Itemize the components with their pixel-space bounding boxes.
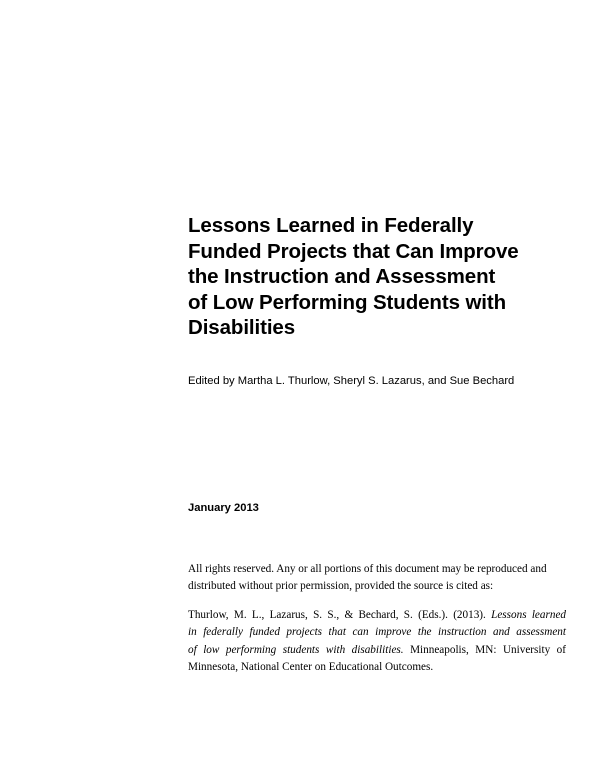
rights-line-1: All rights reserved. Any or all portions of this document may be reproduced and bbox=[188, 563, 547, 575]
citation-title-part-3: of low performing students with disabilities. bbox=[188, 643, 404, 656]
title-line-4: of Low Performing Students with bbox=[188, 290, 507, 314]
citation bbox=[188, 607, 566, 677]
title-line-5: Disabilities bbox=[188, 316, 296, 340]
title-line-3: the Instruction and Assessment bbox=[188, 265, 496, 289]
citation-title-part-2: in federally funded projects that can improve the instruction and assessment bbox=[188, 626, 566, 639]
rights-statement bbox=[188, 561, 566, 595]
title-line-1: Lessons Learned in Federally bbox=[188, 214, 474, 237]
citation-publisher-part-1: Minneapolis, MN: University of bbox=[410, 643, 566, 656]
rights-line-2: distributed without prior permission, provided the source is cited as: bbox=[188, 580, 494, 592]
title-line-2: Funded Projects that Can Improve bbox=[188, 239, 519, 263]
citation-title-part-1: Lessons learned bbox=[491, 609, 566, 621]
citation-publisher-part-2: Minnesota, National Center on Educational Outcomes. bbox=[188, 661, 434, 674]
publication-date: January 2013 bbox=[188, 502, 259, 514]
citation-line-1 bbox=[188, 607, 566, 624]
editors-line: Edited by Martha L. Thurlow, Sheryl S. Lazarus, and Sue Bechard bbox=[188, 375, 515, 387]
citation-line-3 bbox=[188, 642, 566, 659]
document-title bbox=[188, 213, 568, 341]
citation-authors: Thurlow, M. L., Lazarus, S. S., & Bechard, S. (Eds.). (2013). bbox=[188, 609, 486, 621]
